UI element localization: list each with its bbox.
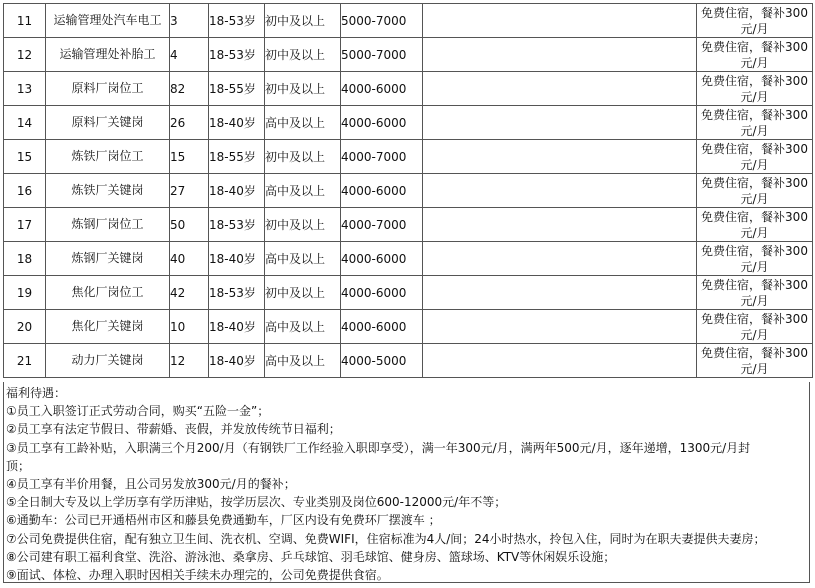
table-row xyxy=(4,72,813,106)
remarks xyxy=(423,72,697,106)
headcount: 15 xyxy=(170,140,209,174)
remarks xyxy=(423,344,697,378)
remarks xyxy=(423,140,697,174)
age-range: 18-55岁 xyxy=(209,72,265,106)
welfare-item: 顶； xyxy=(6,458,31,473)
age-range: 18-40岁 xyxy=(209,174,265,208)
education: 初中及以上 xyxy=(265,4,341,38)
headcount: 42 xyxy=(170,276,209,310)
row-number: 16 xyxy=(4,174,46,208)
benefit-note: 免费住宿，餐补300元/月 xyxy=(697,72,813,106)
salary-range: 4000-6000 xyxy=(341,72,423,106)
position-name: 炼钢厂关键岗 xyxy=(46,242,170,276)
row-number: 13 xyxy=(4,72,46,106)
age-range: 18-55岁 xyxy=(209,140,265,174)
position-name: 运输管理处汽车电工 xyxy=(46,4,170,38)
table-row xyxy=(4,310,813,344)
table-row xyxy=(4,242,813,276)
salary-range: 4000-6000 xyxy=(341,310,423,344)
row-number: 18 xyxy=(4,242,46,276)
position-name: 炼铁厂关键岗 xyxy=(46,174,170,208)
position-name: 炼钢厂岗位工 xyxy=(46,208,170,242)
benefit-note: 免费住宿，餐补300元/月 xyxy=(697,4,813,38)
table-row xyxy=(4,344,813,378)
education: 高中及以上 xyxy=(265,310,341,344)
table-row xyxy=(4,106,813,140)
remarks xyxy=(423,208,697,242)
education: 高中及以上 xyxy=(265,344,341,378)
row-number: 20 xyxy=(4,310,46,344)
welfare-item: ⑨面试、体检、办理入职时因相关手续未办理完的，公司免费提供食宿。 xyxy=(6,568,389,583)
headcount: 4 xyxy=(170,38,209,72)
table-row xyxy=(4,140,813,174)
row-number: 14 xyxy=(4,106,46,140)
salary-range: 5000-7000 xyxy=(341,38,423,72)
position-name: 运输管理处补胎工 xyxy=(46,38,170,72)
job-table xyxy=(3,3,813,378)
salary-range: 5000-7000 xyxy=(341,4,423,38)
headcount: 27 xyxy=(170,174,209,208)
row-number: 12 xyxy=(4,38,46,72)
salary-range: 4000-7000 xyxy=(341,140,423,174)
headcount: 26 xyxy=(170,106,209,140)
row-number: 15 xyxy=(4,140,46,174)
benefit-note: 免费住宿，餐补300元/月 xyxy=(697,276,813,310)
remarks xyxy=(423,310,697,344)
welfare-item: ④员工享有半价用餐，且公司另发放300元/月的餐补； xyxy=(6,477,296,492)
table-row xyxy=(4,38,813,72)
age-range: 18-53岁 xyxy=(209,208,265,242)
benefit-note: 免费住宿，餐补300元/月 xyxy=(697,344,813,378)
row-number: 21 xyxy=(4,344,46,378)
position-name: 炼铁厂岗位工 xyxy=(46,140,170,174)
age-range: 18-40岁 xyxy=(209,106,265,140)
education: 初中及以上 xyxy=(265,38,341,72)
education: 初中及以上 xyxy=(265,72,341,106)
salary-range: 4000-6000 xyxy=(341,276,423,310)
age-range: 18-53岁 xyxy=(209,38,265,72)
table-row xyxy=(4,276,813,310)
headcount: 50 xyxy=(170,208,209,242)
table-row xyxy=(4,208,813,242)
row-number: 17 xyxy=(4,208,46,242)
age-range: 18-40岁 xyxy=(209,242,265,276)
position-name: 焦化厂岗位工 xyxy=(46,276,170,310)
remarks xyxy=(423,4,697,38)
remarks xyxy=(423,276,697,310)
remarks xyxy=(423,242,697,276)
benefit-note: 免费住宿，餐补300元/月 xyxy=(697,310,813,344)
salary-range: 4000-7000 xyxy=(341,208,423,242)
row-number: 19 xyxy=(4,276,46,310)
table-row xyxy=(4,174,813,208)
benefit-note: 免费住宿，餐补300元/月 xyxy=(697,106,813,140)
headcount: 3 xyxy=(170,4,209,38)
welfare-item: ⑦公司免费提供住宿，配有独立卫生间、洗衣机、空调、免费WIFI，住宿标准为4人/间；24小时热水，拎包入住，同时为在职夫妻提供夫妻房； xyxy=(6,531,766,546)
salary-range: 4000-5000 xyxy=(341,344,423,378)
education: 初中及以上 xyxy=(265,140,341,174)
education: 高中及以上 xyxy=(265,174,341,208)
benefit-note: 免费住宿，餐补300元/月 xyxy=(697,208,813,242)
headcount: 40 xyxy=(170,242,209,276)
welfare-item: ⑧公司建有职工福利食堂、洗浴、游泳池、桑拿房、乒乓球馆、羽毛球馆、健身房、篮球场、KTV等休闲娱乐设施； xyxy=(6,549,616,564)
age-range: 18-40岁 xyxy=(209,344,265,378)
welfare-title: 福利待遇： xyxy=(6,386,67,400)
welfare-section xyxy=(3,382,810,583)
table-row xyxy=(4,4,813,38)
position-name: 原料厂关键岗 xyxy=(46,106,170,140)
position-name: 动力厂关键岗 xyxy=(46,344,170,378)
salary-range: 4000-6000 xyxy=(341,106,423,140)
benefit-note: 免费住宿，餐补300元/月 xyxy=(697,38,813,72)
salary-range: 4000-6000 xyxy=(341,174,423,208)
education: 高中及以上 xyxy=(265,106,341,140)
welfare-item: ①员工入职签订正式劳动合同，购买“五险一金”； xyxy=(6,404,270,419)
education: 高中及以上 xyxy=(265,242,341,276)
position-name: 原料厂岗位工 xyxy=(46,72,170,106)
remarks xyxy=(423,174,697,208)
welfare-item: ⑥通勤车：公司已开通梧州市区和藤县免费通勤车，厂区内设有免费环厂摆渡车 ； xyxy=(6,513,441,528)
welfare-item: ②员工享有法定节假日、带薪婚、丧假，并发放传统节日福利； xyxy=(6,422,341,437)
education: 初中及以上 xyxy=(265,208,341,242)
position-name: 焦化厂关键岗 xyxy=(46,310,170,344)
headcount: 12 xyxy=(170,344,209,378)
row-number: 11 xyxy=(4,4,46,38)
age-range: 18-40岁 xyxy=(209,310,265,344)
headcount: 10 xyxy=(170,310,209,344)
benefit-note: 免费住宿，餐补300元/月 xyxy=(697,140,813,174)
welfare-item: ③员工享有工龄补贴，入职满三个月200/月（有钢铁厂工作经验入职即享受），满一年300元/月，满两年500元/月，逐年递增，1300元/月封 xyxy=(6,440,751,455)
age-range: 18-53岁 xyxy=(209,276,265,310)
benefit-note: 免费住宿，餐补300元/月 xyxy=(697,242,813,276)
remarks xyxy=(423,106,697,140)
age-range: 18-53岁 xyxy=(209,4,265,38)
welfare-item: ⑤全日制大专及以上学历享有学历津贴，按学历层次、专业类别及岗位600-12000元/年不等； xyxy=(6,495,507,510)
headcount: 82 xyxy=(170,72,209,106)
benefit-note: 免费住宿，餐补300元/月 xyxy=(697,174,813,208)
remarks xyxy=(423,38,697,72)
education: 初中及以上 xyxy=(265,276,341,310)
salary-range: 4000-6000 xyxy=(341,242,423,276)
